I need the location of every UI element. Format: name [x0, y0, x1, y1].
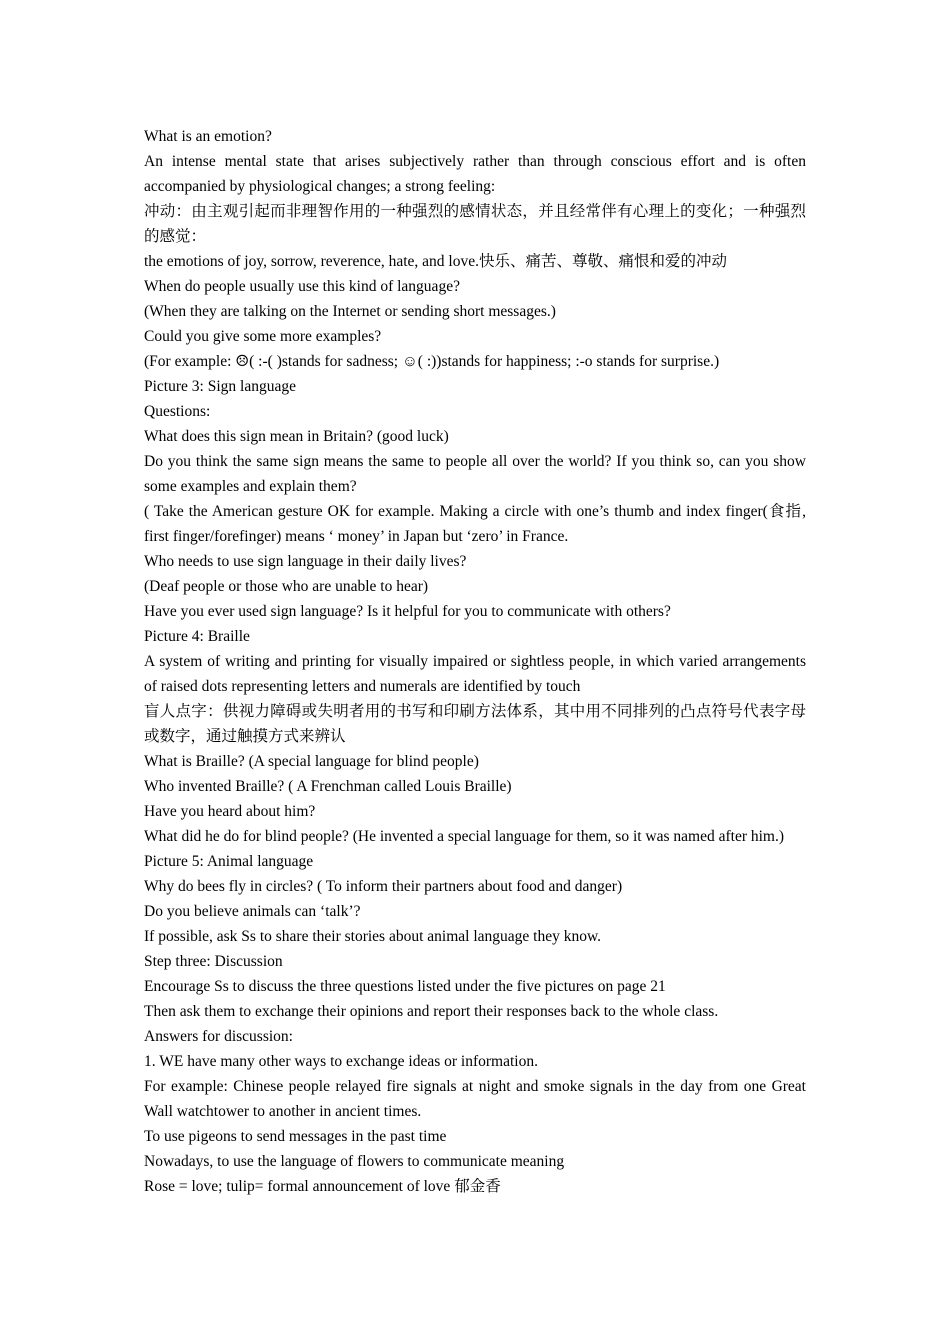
answer-when-use-language: (When they are talking on the Internet or sending short messages.) [144, 303, 556, 320]
question-used-sign: Have you ever used sign language? Is it helpful for you to communicate with others? [144, 603, 671, 620]
question-what-did-he-do: What did he do for blind people? (He invented a special language for them, so it was named after him.) [144, 828, 785, 845]
question-who-invented-braille: Who invented Braille? ( A Frenchman called Louis Braille) [144, 778, 512, 795]
question-what-is-braille: What is Braille? (A special language for blind people) [144, 753, 479, 770]
label-questions: Questions: [144, 403, 211, 420]
question-bees-circles: Why do bees fly in circles? ( To inform their partners about food and danger) [144, 878, 623, 895]
answer-ok-gesture: ( Take the American gesture OK for example. Making a circle with one’s thumb and index finger(食指, first finger/forefinger) means ‘ money’ in Japan but ‘zero’ in France. [144, 503, 806, 545]
answer-1-other-ways: 1. WE have many other ways to exchange ideas or information. [144, 1053, 538, 1070]
braille-definition: A system of writing and printing for visually impaired or sightless people, in which varied arrangements of raised dots representing letters and numerals are identified by touch [144, 653, 806, 695]
emotion-definition-chinese: 冲动：由主观引起而非理智作用的一种强烈的感情状态，并且经常伴有心理上的变化；一种强烈的感觉： [144, 203, 806, 245]
heading-step-three: Step three: Discussion [144, 953, 283, 970]
emotion-definition: An intense mental state that arises subjectively rather than through conscious effort and is often accompanied by physiological changes; a strong feeling: [144, 153, 806, 195]
answer-who-needs-sign: (Deaf people or those who are unable to hear) [144, 578, 429, 595]
answer-pigeons: To use pigeons to send messages in the past time [144, 1128, 447, 1145]
question-when-use-language: When do people usually use this kind of language? [144, 278, 460, 295]
answer-rose-tulip: Rose = love; tulip= formal announcement of love 郁金香 [144, 1178, 501, 1195]
instruction-exchange: Then ask them to exchange their opinions and report their responses back to the whole class. [144, 1003, 719, 1020]
heading-picture-4: Picture 4: Braille [144, 628, 250, 645]
question-sign-britain: What does this sign mean in Britain? (good luck) [144, 428, 449, 445]
answer-language-of-flowers: Nowadays, to use the language of flowers to communicate meaning [144, 1153, 565, 1170]
question-more-examples: Could you give some more examples? [144, 328, 382, 345]
emotion-examples: the emotions of joy, sorrow, reverence, hate, and love.快乐、痛苦、尊敬、痛恨和爱的冲动 [144, 253, 727, 270]
label-answers-discussion: Answers for discussion: [144, 1028, 293, 1045]
braille-definition-chinese: 盲人点字：供视力障碍或失明者用的书写和印刷方法体系，其中用不同排列的凸点符号代表字母或数字，通过触摸方式来辨认 [144, 703, 806, 745]
heading-picture-3: Picture 3: Sign language [144, 378, 296, 395]
question-animals-talk: Do you believe animals can ‘talk’? [144, 903, 361, 920]
question-heard-about-him: Have you heard about him? [144, 803, 316, 820]
instruction-discuss: Encourage Ss to discuss the three questions listed under the five pictures on page 21 [144, 978, 666, 995]
question-what-is-emotion: What is an emotion? [144, 128, 272, 145]
question-same-sign: Do you think the same sign means the same to people all over the world? If you think so, can you show some examples and explain them? [144, 453, 806, 495]
answer-fire-signals: For example: Chinese people relayed fire signals at night and smoke signals in the day from one Great Wall watchtower to another in ancient times. [144, 1078, 806, 1120]
document-body [144, 124, 806, 1199]
answer-more-examples: (For example: ☹( :-( )stands for sadness; ☺( :))stands for happiness; :-o stands for surprise.) [144, 353, 720, 370]
instruction-share-stories: If possible, ask Ss to share their stories about animal language they know. [144, 928, 602, 945]
heading-picture-5: Picture 5: Animal language [144, 853, 314, 870]
question-who-needs-sign: Who needs to use sign language in their daily lives? [144, 553, 467, 570]
